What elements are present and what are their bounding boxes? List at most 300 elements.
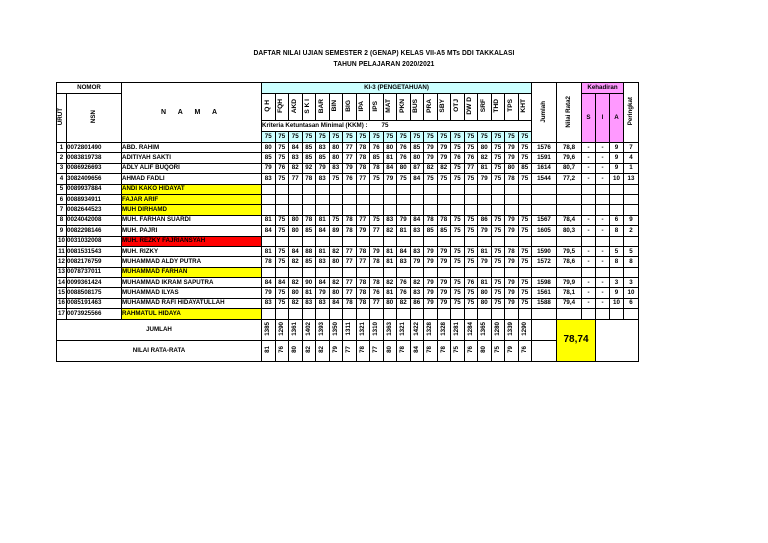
- row-jumlah: 1590: [532, 246, 557, 256]
- subject-header-text: IPS: [371, 100, 379, 112]
- score-cell: [383, 267, 397, 277]
- score-cell: [343, 267, 357, 277]
- rata-cell: [505, 340, 519, 361]
- score-cell: [437, 194, 451, 204]
- rata-label: NILAI RATA-RATA: [57, 340, 262, 361]
- score-cell: 88: [302, 246, 316, 256]
- kkm-cell: 75: [302, 132, 316, 143]
- jumlah-cell-text: 1363: [385, 321, 393, 336]
- kkm-cell: 75: [370, 132, 384, 143]
- score-cell: [478, 267, 492, 277]
- row-a: 8: [610, 257, 624, 267]
- score-cell: [289, 309, 303, 319]
- subject-header-text: SBY: [439, 99, 447, 113]
- subject-header-text: BUS: [412, 98, 420, 113]
- score-cell: 75: [464, 174, 478, 184]
- row-number: 10: [57, 236, 67, 246]
- score-cell: [505, 267, 519, 277]
- score-cell: [397, 309, 411, 319]
- score-cell: 83: [316, 143, 330, 153]
- jumlah-cell-text: 1284: [466, 321, 474, 336]
- header-peringkat-text: Peringkat: [626, 97, 634, 126]
- header-urut-text: URUT: [57, 108, 65, 126]
- rata-cell: [397, 340, 411, 361]
- score-cell: 79: [505, 257, 519, 267]
- score-cell: 76: [397, 288, 411, 298]
- kkm-cell: 75: [478, 132, 492, 143]
- jumlah-cell-text: 1350: [331, 321, 339, 336]
- rata-cell: [410, 340, 424, 361]
- score-cell: 80: [478, 298, 492, 308]
- score-cell: 79: [505, 298, 519, 308]
- score-cell: 80: [383, 298, 397, 308]
- score-cell: [302, 236, 316, 246]
- row-s: -: [582, 257, 596, 267]
- row-rank: 9: [624, 215, 639, 225]
- jumlah-label: JUMLAH: [57, 319, 262, 340]
- score-cell: 79: [437, 288, 451, 298]
- score-cell: 89: [329, 226, 343, 236]
- score-cell: 75: [275, 298, 289, 308]
- student-row: [57, 288, 639, 298]
- row-s: -: [582, 298, 596, 308]
- score-cell: [262, 267, 276, 277]
- score-cell: [491, 236, 505, 246]
- score-cell: [329, 205, 343, 215]
- jumlah-cell-text: 1321: [358, 321, 366, 336]
- rata-cell-text: 78: [358, 346, 366, 353]
- kkm-value: 75: [381, 121, 389, 129]
- score-cell: 84: [275, 278, 289, 288]
- jumlah-cell: [464, 319, 478, 340]
- score-cell: [424, 267, 438, 277]
- score-cell: [329, 194, 343, 204]
- row-rata: 79,9: [557, 278, 582, 288]
- score-cell: 79: [437, 278, 451, 288]
- student-row: [57, 298, 639, 308]
- score-cell: 75: [424, 174, 438, 184]
- jumlah-cell-text: 1422: [412, 321, 420, 336]
- subject-header: [302, 94, 316, 121]
- score-cell: [464, 194, 478, 204]
- jumlah-cell-text: 1321: [399, 321, 407, 336]
- score-cell: 78: [424, 215, 438, 225]
- row-nsn: 0081531543: [67, 246, 122, 256]
- jumlah-cell: [329, 319, 343, 340]
- score-cell: 77: [356, 174, 370, 184]
- score-cell: [329, 236, 343, 246]
- score-cell: [383, 236, 397, 246]
- row-a: [610, 184, 624, 194]
- row-nsn: 0082176759: [67, 257, 122, 267]
- score-cell: 84: [410, 174, 424, 184]
- row-rank: [624, 205, 639, 215]
- score-cell: 77: [343, 143, 357, 153]
- score-cell: [424, 184, 438, 194]
- score-cell: [289, 267, 303, 277]
- score-cell: 75: [275, 246, 289, 256]
- row-s: -: [582, 226, 596, 236]
- row-number: 8: [57, 215, 67, 225]
- header-nama: N A M A: [122, 83, 262, 143]
- score-cell: 85: [302, 153, 316, 163]
- score-cell: 78: [302, 215, 316, 225]
- row-s: [582, 184, 596, 194]
- score-cell: 75: [275, 215, 289, 225]
- subject-header-text: SRF: [479, 99, 487, 113]
- score-cell: 82: [329, 246, 343, 256]
- row-number: 16: [57, 298, 67, 308]
- score-cell: 75: [491, 163, 505, 173]
- score-cell: 75: [464, 257, 478, 267]
- kkm-cell: 75: [343, 132, 357, 143]
- score-cell: [383, 205, 397, 215]
- jumlah-cell: [437, 319, 451, 340]
- score-cell: 75: [518, 226, 532, 236]
- score-cell: 75: [491, 174, 505, 184]
- rata-cell-text: 77: [345, 346, 353, 353]
- score-cell: [275, 194, 289, 204]
- student-row: [57, 163, 639, 173]
- score-cell: [464, 309, 478, 319]
- score-cell: 75: [451, 257, 465, 267]
- student-row: [57, 309, 639, 319]
- score-cell: 77: [343, 278, 357, 288]
- score-cell: 75: [451, 246, 465, 256]
- row-number: 7: [57, 205, 67, 215]
- score-cell: 83: [302, 298, 316, 308]
- score-cell: [370, 205, 384, 215]
- score-cell: 80: [289, 215, 303, 225]
- score-cell: [343, 236, 357, 246]
- score-cell: 77: [343, 257, 357, 267]
- subject-header: [464, 94, 478, 121]
- rata-cell-text: 80: [291, 346, 299, 353]
- student-row: [57, 174, 639, 184]
- score-cell: 81: [316, 246, 330, 256]
- score-cell: 75: [491, 143, 505, 153]
- student-row: [57, 257, 639, 267]
- header-jumlah: [532, 83, 557, 143]
- row-rata: 78,8: [557, 143, 582, 153]
- row-nama: MUHAMMAD ALDY PUTRA: [122, 257, 262, 267]
- kkm-row: [262, 121, 532, 132]
- kkm-cell: 75: [505, 132, 519, 143]
- score-cell: 84: [262, 226, 276, 236]
- jumlah-cell-text: 1385: [264, 321, 272, 336]
- score-cell: [478, 184, 492, 194]
- kkm-label: Kriteria Ketuntasan Minimal (KKM) :: [262, 121, 368, 129]
- row-i: -: [596, 257, 610, 267]
- row-nama: MUH. REZKY FAJRIANSYAH: [122, 236, 262, 246]
- score-cell: 85: [302, 226, 316, 236]
- jumlah-cell: [410, 319, 424, 340]
- score-cell: 85: [424, 226, 438, 236]
- row-i: [596, 267, 610, 277]
- rata-cell: [262, 340, 276, 361]
- score-cell: 82: [383, 226, 397, 236]
- score-cell: 76: [397, 278, 411, 288]
- score-cell: 82: [289, 278, 303, 288]
- score-cell: 86: [410, 298, 424, 308]
- score-cell: 79: [505, 143, 519, 153]
- score-cell: [397, 267, 411, 277]
- student-row: [57, 278, 639, 288]
- row-rata: 80,3: [557, 226, 582, 236]
- row-rank: [624, 184, 639, 194]
- row-rank: 7: [624, 143, 639, 153]
- score-cell: 76: [397, 153, 411, 163]
- row-number: 2: [57, 153, 67, 163]
- row-nsn: 0078737011: [67, 267, 122, 277]
- jumlah-cell: [383, 319, 397, 340]
- score-cell: 83: [410, 226, 424, 236]
- jumlah-cell: [505, 319, 519, 340]
- score-cell: [451, 194, 465, 204]
- score-cell: [329, 267, 343, 277]
- subject-header-text: DW D: [466, 97, 474, 115]
- score-cell: [383, 309, 397, 319]
- rata-cell-text: 77: [372, 346, 380, 353]
- score-cell: [383, 184, 397, 194]
- score-cell: [316, 309, 330, 319]
- jumlah-cell: [262, 319, 276, 340]
- subject-header: [370, 94, 384, 121]
- score-cell: 75: [275, 153, 289, 163]
- student-row: [57, 246, 639, 256]
- summary-empty: [596, 319, 639, 361]
- score-cell: [518, 184, 532, 194]
- score-cell: 78: [356, 153, 370, 163]
- rata-cell-text: 76: [466, 346, 474, 353]
- score-cell: 75: [397, 174, 411, 184]
- score-cell: 79: [505, 215, 519, 225]
- score-cell: 86: [478, 215, 492, 225]
- subject-header-text: S K I: [304, 98, 312, 114]
- subject-header: [383, 94, 397, 121]
- row-nsn: 0099361424: [67, 278, 122, 288]
- score-cell: 84: [397, 246, 411, 256]
- rata-cell: [356, 340, 370, 361]
- score-cell: 77: [356, 215, 370, 225]
- subject-header-text: FQH: [277, 98, 285, 113]
- score-cell: 81: [397, 226, 411, 236]
- score-cell: [424, 194, 438, 204]
- score-cell: 75: [464, 246, 478, 256]
- score-cell: [464, 236, 478, 246]
- rata-cell: [437, 340, 451, 361]
- row-number: 3: [57, 163, 67, 173]
- jumlah-cell-text: 1365: [480, 321, 488, 336]
- score-cell: [356, 205, 370, 215]
- score-cell: [275, 267, 289, 277]
- score-cell: 81: [262, 246, 276, 256]
- score-cell: 79: [478, 226, 492, 236]
- score-cell: [451, 267, 465, 277]
- row-jumlah: 1567: [532, 215, 557, 225]
- score-cell: 84: [316, 278, 330, 288]
- score-cell: 83: [262, 298, 276, 308]
- subject-header: [424, 94, 438, 121]
- row-a: 6: [610, 215, 624, 225]
- row-rata: 77,2: [557, 174, 582, 184]
- kkm-cell: 75: [262, 132, 276, 143]
- rata-cell-text: 75: [453, 346, 461, 353]
- rata-cell: [275, 340, 289, 361]
- score-cell: [437, 309, 451, 319]
- score-cell: 83: [329, 163, 343, 173]
- grades-table: [56, 82, 639, 362]
- score-cell: 75: [518, 215, 532, 225]
- subject-header-text: BIN: [331, 100, 339, 112]
- score-cell: [275, 184, 289, 194]
- score-cell: [343, 205, 357, 215]
- student-row: [57, 236, 639, 246]
- score-cell: [289, 184, 303, 194]
- subject-header-text: TPS: [506, 99, 514, 113]
- kkm-cell: 75: [410, 132, 424, 143]
- score-cell: 78: [505, 174, 519, 184]
- kkm-cell: 75: [383, 132, 397, 143]
- score-cell: 81: [478, 278, 492, 288]
- row-rata: 79,6: [557, 153, 582, 163]
- score-cell: 82: [383, 278, 397, 288]
- score-cell: 83: [316, 174, 330, 184]
- score-cell: 78: [370, 278, 384, 288]
- row-rank: [624, 309, 639, 319]
- score-cell: 85: [518, 163, 532, 173]
- score-cell: [356, 194, 370, 204]
- rata-cell-text: 82: [318, 346, 326, 353]
- header-kehadiran: Kehadiran: [582, 83, 624, 94]
- subject-header-text: MAT: [385, 99, 393, 113]
- score-cell: [289, 205, 303, 215]
- rata-jumlah-empty: [532, 340, 557, 361]
- score-cell: [410, 236, 424, 246]
- kkm-cell: 75: [397, 132, 411, 143]
- subject-header: [289, 94, 303, 121]
- score-cell: 75: [491, 246, 505, 256]
- score-cell: 75: [451, 288, 465, 298]
- score-cell: 75: [275, 257, 289, 267]
- score-cell: [424, 205, 438, 215]
- score-cell: 79: [478, 257, 492, 267]
- score-cell: 75: [518, 174, 532, 184]
- subject-header: [437, 94, 451, 121]
- score-cell: 75: [518, 298, 532, 308]
- row-rata: 79,4: [557, 298, 582, 308]
- score-cell: 81: [478, 163, 492, 173]
- row-rank: 2: [624, 226, 639, 236]
- score-cell: [329, 309, 343, 319]
- score-cell: 80: [329, 288, 343, 298]
- score-cell: [451, 309, 465, 319]
- row-rata: [557, 236, 582, 246]
- score-cell: [410, 267, 424, 277]
- row-s: -: [582, 246, 596, 256]
- kkm-cell: 75: [451, 132, 465, 143]
- score-cell: [505, 194, 519, 204]
- score-cell: 82: [289, 298, 303, 308]
- row-i: -: [596, 174, 610, 184]
- rata-cell-text: 78: [439, 346, 447, 353]
- score-cell: 75: [437, 174, 451, 184]
- score-cell: 80: [505, 163, 519, 173]
- student-row: [57, 153, 639, 163]
- score-cell: 78: [370, 163, 384, 173]
- jumlah-cell-text: 1311: [345, 321, 353, 336]
- jumlah-cell-text: 1281: [453, 321, 461, 336]
- header-nomor: NOMOR: [57, 83, 122, 94]
- score-cell: 80: [397, 163, 411, 173]
- score-cell: 75: [370, 174, 384, 184]
- score-cell: 83: [316, 298, 330, 308]
- rata-cell-text: 82: [304, 346, 312, 353]
- row-nsn: 0082298146: [67, 226, 122, 236]
- rata-cell: [289, 340, 303, 361]
- subject-header: [262, 94, 276, 121]
- score-cell: 76: [464, 153, 478, 163]
- score-cell: [289, 236, 303, 246]
- score-cell: [518, 205, 532, 215]
- row-a: 5: [610, 246, 624, 256]
- row-number: 9: [57, 226, 67, 236]
- score-cell: 77: [370, 226, 384, 236]
- header-i: I: [596, 94, 610, 143]
- jumlah-cell-text: 1339: [507, 321, 515, 336]
- row-number: 11: [57, 246, 67, 256]
- kkm-cell: 75: [316, 132, 330, 143]
- score-cell: 81: [478, 246, 492, 256]
- score-cell: [275, 309, 289, 319]
- row-s: -: [582, 174, 596, 184]
- score-cell: 75: [451, 278, 465, 288]
- subject-header-text: PRA: [425, 98, 433, 113]
- score-cell: [262, 184, 276, 194]
- row-jumlah: 1598: [532, 278, 557, 288]
- row-i: [596, 205, 610, 215]
- score-cell: [397, 194, 411, 204]
- row-i: -: [596, 153, 610, 163]
- score-cell: 90: [302, 278, 316, 288]
- score-cell: [370, 267, 384, 277]
- score-cell: [491, 194, 505, 204]
- row-nama: AHMAD FADLI: [122, 174, 262, 184]
- score-cell: [410, 205, 424, 215]
- student-row: [57, 226, 639, 236]
- row-number: 6: [57, 194, 67, 204]
- row-nama: MUH. RIZKY: [122, 246, 262, 256]
- score-cell: [451, 184, 465, 194]
- score-cell: [451, 236, 465, 246]
- rata-cell-text: 76: [520, 346, 528, 353]
- score-cell: 79: [424, 143, 438, 153]
- student-row: [57, 143, 639, 153]
- score-cell: 75: [518, 153, 532, 163]
- score-cell: 83: [410, 288, 424, 298]
- row-i: -: [596, 163, 610, 173]
- score-cell: 84: [383, 163, 397, 173]
- row-i: [596, 184, 610, 194]
- row-nsn: 0088508175: [67, 288, 122, 298]
- row-rata: 78,1: [557, 288, 582, 298]
- jumlah-cell: [275, 319, 289, 340]
- rata-cell: [329, 340, 343, 361]
- score-cell: 84: [410, 215, 424, 225]
- kkm-cell: 75: [464, 132, 478, 143]
- score-cell: 77: [289, 174, 303, 184]
- score-cell: 82: [424, 163, 438, 173]
